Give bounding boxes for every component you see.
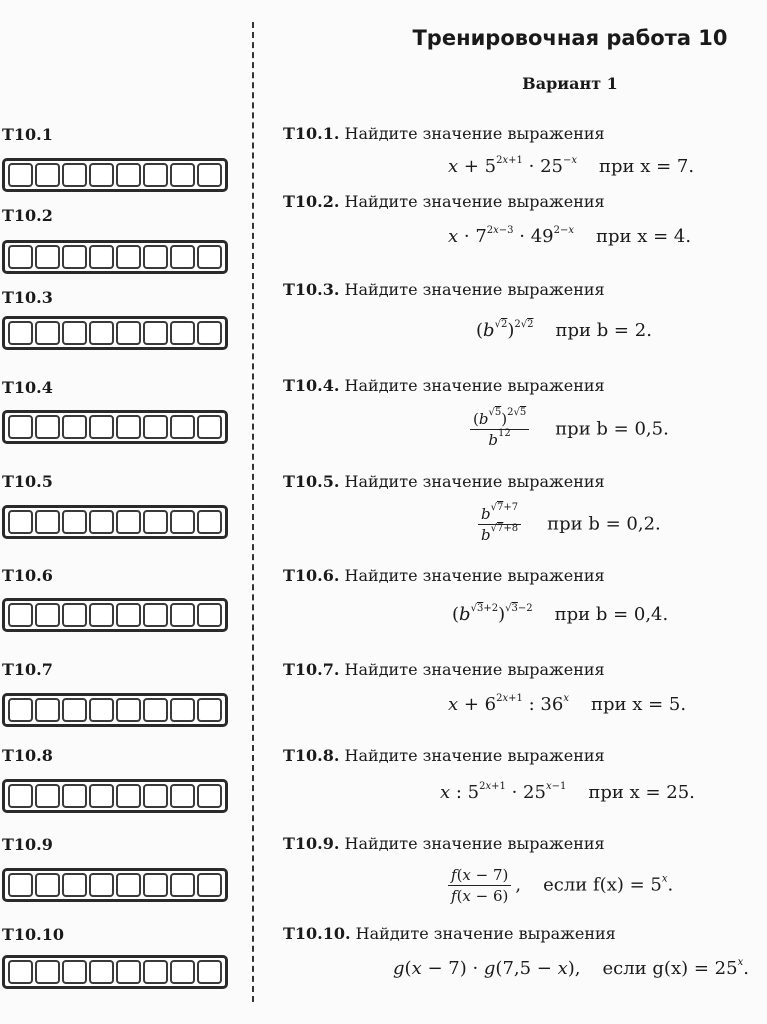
problem-heading-8: T10.8. Найдите значение выражения [283, 746, 605, 765]
answer-label-9: T10.9 [2, 835, 53, 854]
answer-label-7: T10.7 [2, 660, 53, 679]
answer-cell[interactable] [62, 784, 87, 808]
problem-heading-3: T10.3. Найдите значение выражения [283, 280, 605, 299]
answer-cell[interactable] [35, 510, 60, 534]
answer-cell[interactable] [170, 510, 195, 534]
answer-cell[interactable] [143, 245, 168, 269]
answer-cell[interactable] [62, 321, 87, 345]
answer-cell[interactable] [8, 698, 33, 722]
answer-cell[interactable] [116, 321, 141, 345]
answer-cell[interactable] [35, 960, 60, 984]
problem-expression-9: $\frac{f(x - 7)}{f(x - 6)}$ , если $f(x) = 5^x$. [444, 866, 673, 905]
answer-cell[interactable] [35, 163, 60, 187]
answer-cell[interactable] [89, 873, 114, 897]
answer-cell[interactable] [170, 960, 195, 984]
answer-cell[interactable] [89, 510, 114, 534]
answer-cell[interactable] [170, 321, 195, 345]
answer-label-4: T10.4 [2, 378, 53, 397]
answer-cell[interactable] [89, 163, 114, 187]
answer-cell[interactable] [197, 784, 222, 808]
answer-cell[interactable] [197, 415, 222, 439]
answer-cell[interactable] [116, 510, 141, 534]
answer-cell[interactable] [170, 245, 195, 269]
answer-cell[interactable] [143, 415, 168, 439]
answer-cell[interactable] [35, 603, 60, 627]
cut-line-divider [252, 22, 254, 1002]
answer-cell[interactable] [116, 873, 141, 897]
answer-cell[interactable] [8, 321, 33, 345]
answer-cell[interactable] [89, 245, 114, 269]
problem-heading-5: T10.5. Найдите значение выражения [283, 472, 605, 491]
answer-cell[interactable] [62, 163, 87, 187]
variant-label: Вариант 1 [522, 74, 618, 93]
problem-expression-10: g(x − 7) · g(7,5 − x), если $g(x) = 25^x$. [393, 957, 749, 979]
answer-cell[interactable] [8, 960, 33, 984]
answer-cell[interactable] [8, 415, 33, 439]
answer-box-1[interactable] [2, 158, 228, 192]
problem-heading-4: T10.4. Найдите значение выражения [283, 376, 605, 395]
answer-cell[interactable] [8, 784, 33, 808]
problem-heading-10: T10.10. Найдите значение выражения [283, 924, 616, 943]
answer-box-10[interactable] [2, 955, 228, 989]
answer-cell[interactable] [62, 510, 87, 534]
answer-cell[interactable] [35, 415, 60, 439]
problem-expression-3: $(b^{√2})^{2√2}$ при b = 2. [476, 319, 652, 341]
answer-cell[interactable] [143, 603, 168, 627]
answer-cell[interactable] [116, 415, 141, 439]
answer-box-8[interactable] [2, 779, 228, 813]
answer-label-6: T10.6 [2, 566, 53, 585]
answer-cell[interactable] [197, 603, 222, 627]
answer-cell[interactable] [197, 698, 222, 722]
answer-cell[interactable] [116, 603, 141, 627]
answer-cell[interactable] [35, 698, 60, 722]
answer-cell[interactable] [8, 510, 33, 534]
answer-cell[interactable] [143, 784, 168, 808]
problem-heading-9: T10.9. Найдите значение выражения [283, 834, 605, 853]
answer-cell[interactable] [62, 873, 87, 897]
answer-cell[interactable] [170, 415, 195, 439]
answer-box-2[interactable] [2, 240, 228, 274]
answer-cell[interactable] [8, 873, 33, 897]
answer-cell[interactable] [89, 321, 114, 345]
answer-cell[interactable] [35, 784, 60, 808]
answer-box-4[interactable] [2, 410, 228, 444]
problem-expression-7: $x + 6^{2x+1}$ : 36$^x$ при x = 5. [448, 693, 687, 715]
answer-cell[interactable] [170, 163, 195, 187]
answer-label-2: T10.2 [2, 206, 53, 225]
problem-heading-7: T10.7. Найдите значение выражения [283, 660, 605, 679]
answer-cell[interactable] [170, 873, 195, 897]
answer-cell[interactable] [143, 510, 168, 534]
answer-cell[interactable] [89, 784, 114, 808]
answer-label-1: T10.1 [2, 125, 53, 144]
answer-cell[interactable] [143, 698, 168, 722]
answer-cell[interactable] [197, 510, 222, 534]
answer-cell[interactable] [197, 245, 222, 269]
answer-cell[interactable] [89, 960, 114, 984]
answer-box-5[interactable] [2, 505, 228, 539]
answer-box-7[interactable] [2, 693, 228, 727]
answer-label-5: T10.5 [2, 472, 53, 491]
answer-cell[interactable] [143, 873, 168, 897]
answer-cell[interactable] [170, 784, 195, 808]
problem-expression-5: $\frac{b^{√7+7}}{b^{√7+8}}$ при b = 0,2. [474, 505, 661, 544]
answer-cell[interactable] [197, 960, 222, 984]
answer-cell[interactable] [62, 698, 87, 722]
answer-cell[interactable] [62, 960, 87, 984]
answer-cell[interactable] [8, 163, 33, 187]
answer-box-6[interactable] [2, 598, 228, 632]
answer-cell[interactable] [62, 603, 87, 627]
problem-expression-2: $x \cdot 7^{2x-3} \cdot 49^{2-x}$ при x = 4. [448, 225, 692, 247]
problem-heading-1: T10.1. Найдите значение выражения [283, 124, 605, 143]
answer-cell[interactable] [89, 603, 114, 627]
answer-cell[interactable] [143, 321, 168, 345]
problem-expression-4: $\frac{(b^{√5})^{2√5}}{b^{12}}$ при b = 0,5. [466, 410, 669, 449]
answer-cell[interactable] [35, 873, 60, 897]
problem-heading-6: T10.6. Найдите значение выражения [283, 566, 605, 585]
answer-cell[interactable] [143, 163, 168, 187]
answer-cell[interactable] [62, 245, 87, 269]
answer-cell[interactable] [143, 960, 168, 984]
problem-expression-1: $x + 5^{2x+1} \cdot 25^{-x}$ при x = 7. [448, 155, 695, 177]
answer-cell[interactable] [62, 415, 87, 439]
problem-heading-2: T10.2. Найдите значение выражения [283, 192, 605, 211]
answer-cell[interactable] [35, 321, 60, 345]
page-title: Тренировочная работа 10 [412, 26, 728, 50]
answer-cell[interactable] [116, 245, 141, 269]
answer-box-9[interactable] [2, 868, 228, 902]
answer-cell[interactable] [8, 603, 33, 627]
answer-cell[interactable] [116, 698, 141, 722]
answer-cell[interactable] [35, 245, 60, 269]
answer-cell[interactable] [116, 960, 141, 984]
answer-cell[interactable] [89, 698, 114, 722]
answer-label-8: T10.8 [2, 746, 53, 765]
answer-label-10: T10.10 [2, 925, 65, 944]
answer-cell[interactable] [8, 245, 33, 269]
answer-cell[interactable] [197, 873, 222, 897]
problem-expression-8: x : $5^{2x+1} \cdot 25^{x-1}$ при x = 25. [440, 781, 695, 803]
answer-cell[interactable] [197, 321, 222, 345]
answer-cell[interactable] [170, 698, 195, 722]
answer-cell[interactable] [170, 603, 195, 627]
answer-label-3: T10.3 [2, 288, 53, 307]
answer-cell[interactable] [197, 163, 222, 187]
answer-box-3[interactable] [2, 316, 228, 350]
answer-cell[interactable] [89, 415, 114, 439]
problem-expression-6: $(b^{√3+2})^{√3-2}$ при b = 0,4. [452, 603, 669, 625]
answer-cell[interactable] [116, 163, 141, 187]
answer-cell[interactable] [116, 784, 141, 808]
